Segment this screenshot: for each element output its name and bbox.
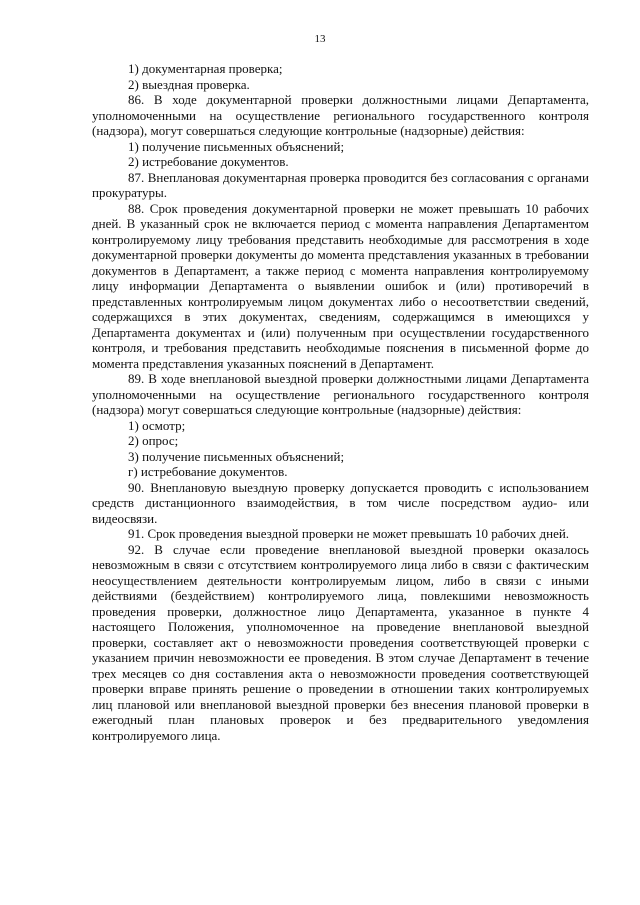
page-number: 13	[314, 33, 326, 45]
list-item: 2) выездная проверка.	[128, 76, 250, 92]
list-item: 1) осмотр;	[128, 417, 186, 433]
clause-91: 91. Срок проведения выездной проверки не может превышать 10 рабочих дней.	[128, 526, 570, 541]
list-item: 1) получение письменных объяснений;	[128, 138, 345, 154]
list-item: 2) опрос;	[128, 433, 179, 448]
clause-90: 90. Внеплановую выездную проверку допускается проводить с использованием средств дистанционного взаимодействия, в том числе посредством аудио- или видеосвязи.	[92, 479, 589, 526]
clause-92: 92. В случае если проведение внеплановой выездной проверки оказалось невозможным в связи с отсутствием контролируемого лица либо в связи с фактическим неосуществлением деятельности контролируемым лицом, либо в связи с иными действиями (бездействием) контролируемого лица, повлекшими невозможность проведения проверки, должностное лицо Департамента, указанное в пункте 4 настоящего Положения, уполномоченное на проведение внеплановой выездной проверки, составляет акт о невозможности проведения соответствующей проверки с указанием причин невозможности ее проведения. В этом случае Департамент в течение трех месяцев со дня составления акта о невозможности проведения соответствующей проверки вправе принять решение о проведении в отношении таких контролируемых лиц плановой или внеплановой выездной проверки без внесения плановой проверки в ежегодный план плановых проверок и без предварительного уведомления контролируемого лица.	[92, 541, 589, 743]
clause-88: 88. Срок проведения документарной проверки не может превышать 10 рабочих дней. В указанный срок не включается период с момента направления Департаментом контролируемому лицу требования представить необходимые для рассмотрения в ходе документарной проверки документы до момента представления указанных в требовании документов в Департамент, а также период с момента направления контролируемому лицу информации Департамента о выявлении ошибок и (или) противоречий в представленных контролируемым лицом документах либо о несоответствии сведений, содержащихся в этих документах, сведениям, содержащимся в имеющихся у Департамента документах и (или) полученным при осуществлении государственного контроля, и требования представить необходимые пояснения в письменной форме до момента представления указанных пояснений в Департамент.	[92, 200, 589, 371]
clause-86: 86. В ходе документарной проверки должностными лицами Департамента, уполномоченными на осуществление регионального государственного контроля (надзора), могут совершаться следующие контрольные (надзорные) действия:	[92, 92, 589, 138]
list-item: 3) получение письменных объяснений;	[128, 448, 345, 464]
list-item: 2) истребование документов.	[128, 154, 289, 169]
document-body	[92, 61, 589, 743]
list-item: 1) документарная проверка;	[128, 61, 283, 76]
clause-87: 87. Внеплановая документарная проверка проводится без согласования с органами прокуратуры.	[92, 169, 589, 200]
clause-89: 89. В ходе внеплановой выездной проверки должностными лицами Департамента уполномоченными на осуществление регионального государственного контроля (надзора) могут совершаться следующие контрольные (надзорные) действия:	[92, 371, 589, 417]
list-item: г) истребование документов.	[128, 464, 288, 479]
